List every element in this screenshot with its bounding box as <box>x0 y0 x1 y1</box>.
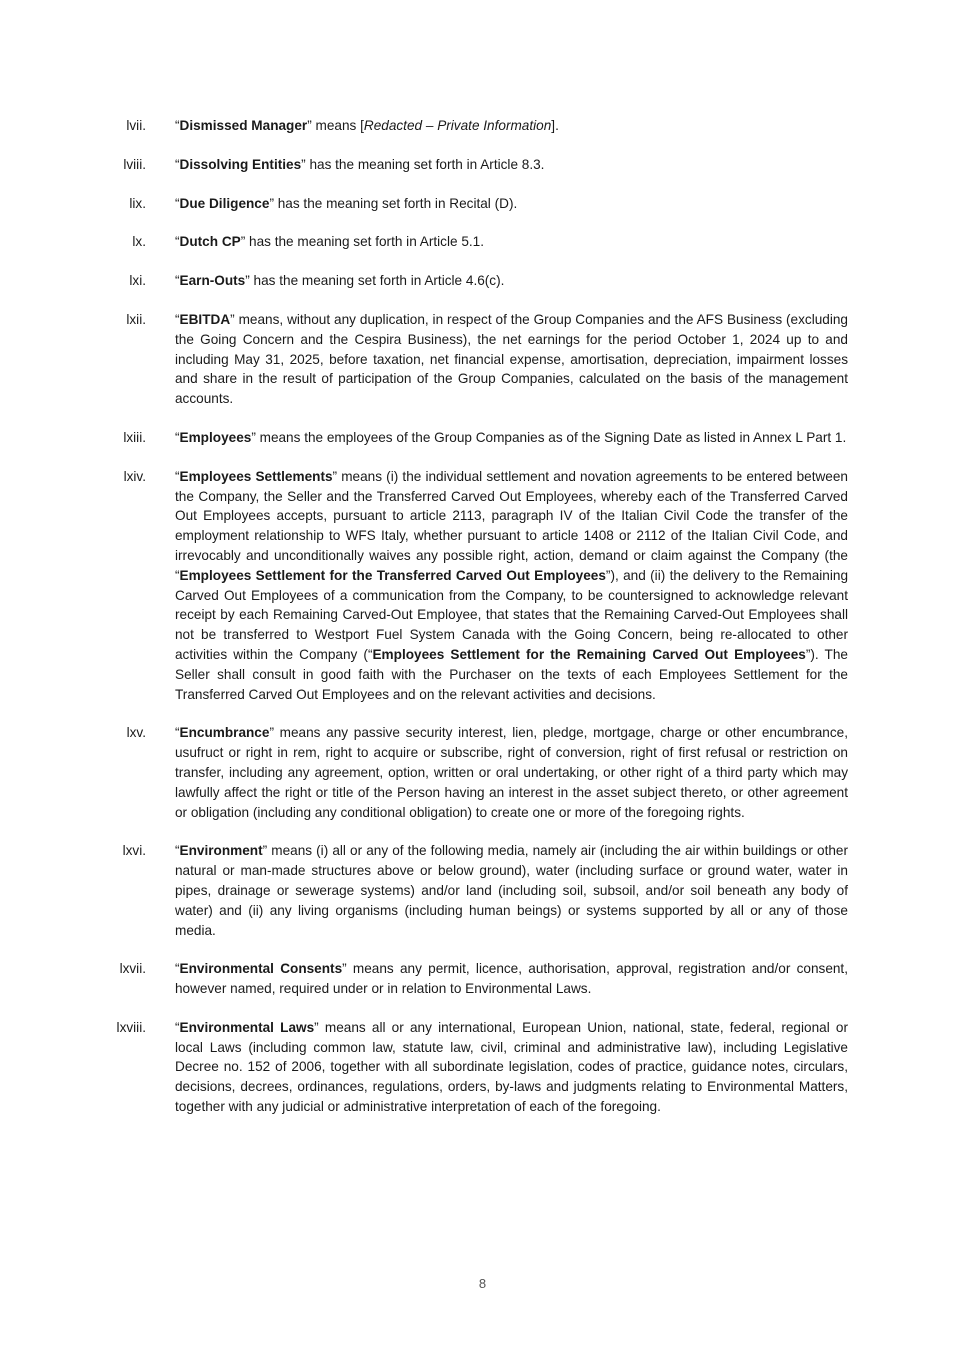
definition-span: “ <box>175 273 180 289</box>
defined-term: Dutch CP <box>179 234 241 250</box>
defined-term: Environment <box>179 843 263 859</box>
definition-item <box>0 959 965 999</box>
definition-text <box>175 723 848 822</box>
page-number: 8 <box>478 1276 487 1291</box>
definition-item <box>0 310 965 409</box>
definition-span: ” means any permit, licence, authorisation, approval, registration and/or consent, however named, required under or in relation to Environmental Laws. <box>175 961 848 997</box>
defined-term: Encumbrance <box>179 725 270 741</box>
definition-text <box>175 959 848 999</box>
definition-item <box>0 116 965 136</box>
definition-span: ” means any passive security interest, lien, pledge, mortgage, charge or other encumbrance, usufruct or right in rem, right to acquire or subscribe, right of conversion, right of first refusal or restriction on transfer, including any agreement, option, written or oral undertaking, or other right of a third party which may lawfully affect the right or title of the Person having an interest in the asset subject thereto, or other agreement or obligation (including any conditional obligation) to create one or more of the foregoing rights. <box>175 725 848 820</box>
definition-number: lxvii. <box>119 961 146 977</box>
definition-text <box>175 232 848 252</box>
definition-span: “ <box>175 429 180 445</box>
definition-item <box>0 467 965 705</box>
definitions-list <box>0 116 965 1136</box>
definition-number: lxi. <box>129 273 146 289</box>
definition-number: lvii. <box>126 118 146 133</box>
italic-text: Redacted – Private Information <box>363 118 552 133</box>
definition-span: ” has the meaning set forth in Article 5.1. <box>240 234 485 250</box>
definition-text <box>175 841 848 940</box>
definition-span: ” means (i) all or any of the following media, namely air (including the air within buildings or other natural or man-made structures above or below ground), water (including surface or ground water, water in pipes, drainage or sewerage systems) and/or land (including soil, subsoil, and/or soil beneath any body of water) and (ii) any living organisms (including human beings) or systems supported by all or any of those media. <box>175 843 848 938</box>
definition-number: lxviii. <box>116 1019 146 1035</box>
defined-term: Environmental Consents <box>179 961 343 977</box>
definition-span: “ <box>175 195 180 211</box>
definition-span: “ <box>175 843 180 859</box>
defined-term: Employees Settlements <box>179 468 333 484</box>
definition-item <box>0 723 965 822</box>
definition-span: “ <box>175 961 180 977</box>
definition-number: lix. <box>129 195 146 211</box>
defined-term: Employees Settlement for the Transferred Carved Out Employees <box>179 567 606 583</box>
definition-text <box>175 428 848 448</box>
definition-span: ”). The Seller shall consult in good faith with the Purchaser on the texts of each Employees Settlement for the Transferred Carved Out Employees and on the relevant activities and decisions. <box>175 646 848 702</box>
definition-item <box>0 428 965 448</box>
definition-text <box>175 116 848 136</box>
definition-span: “ <box>175 725 180 741</box>
definition-text <box>175 310 848 409</box>
definition-span: ” means, without any duplication, in respect of the Group Companies and the AFS Business (excluding the Going Concern and the Cespira Business), the net earnings for the period October 1, 2024 up to and including May 31, 2025, before taxation, net financial expense, amortisation, depreciation, impairment losses and share in the result of participation of the Group Companies, calculated on the basis of the management accounts. <box>175 311 848 407</box>
definition-number: lx. <box>132 234 146 250</box>
definition-text <box>175 271 848 291</box>
defined-term: Environmental Laws <box>179 1019 315 1035</box>
definition-span: ” means (i) the individual settlement and novation agreements to be entered between the Company, the Seller and the Transferred Carved Out Employees, whereby each of the Transferred Carved Out Employees accepts, pursuant to article 2113, paragraph IV of the Italian Civil Code the transfer of the employment relationship to WFS Italy, whether pursuant to article 1408 or 2112 of the Italian Civil Code, and irrevocably and unconditionally waives any possible right, action, demand or claim against the Company (the “ <box>175 468 848 583</box>
definition-span: ” means all or any international, European Union, national, state, federal, regional or local Laws (including common law, statute law, civil, criminal and administrative law), including Legislative Decree no. 152 of 2006, together with all subordinate legislation, codes of practice, guidance notes, circulars, decisions, decrees, ordinances, regulations, orders, by-laws and judgments relating to Environmental Matters, together with any judicial or administrative interpretation of each of the foregoing. <box>175 1019 848 1115</box>
definition-span: “ <box>175 1019 180 1035</box>
definition-span: “ <box>175 311 180 327</box>
definition-number: lxiv. <box>123 468 146 484</box>
defined-term: Employees Settlement for the Remaining Carved Out Employees <box>372 646 806 662</box>
definition-item <box>0 841 965 940</box>
definition-number: lviii. <box>123 156 146 172</box>
definition-span: ” means [ <box>307 118 364 133</box>
definition-span: “ <box>175 118 180 133</box>
definition-item <box>0 271 965 291</box>
defined-term: Employees <box>179 429 252 445</box>
defined-term: Due Diligence <box>179 195 270 211</box>
definition-span: “ <box>175 156 180 172</box>
definition-span: ” means the employees of the Group Companies as of the Signing Date as listed in Annex L Part 1. <box>251 429 847 445</box>
definition-span: ” has the meaning set forth in Article 4.6(c). <box>245 273 505 289</box>
definition-span: ” has the meaning set forth in Recital (D). <box>269 195 518 211</box>
defined-term: Dissolving Entities <box>179 156 302 172</box>
definition-text <box>175 467 848 705</box>
definition-number: lxvi. <box>122 843 146 859</box>
definition-text <box>175 1018 848 1117</box>
definition-span: ” has the meaning set forth in Article 8.3. <box>301 156 545 172</box>
definition-item <box>0 232 965 252</box>
defined-term: EBITDA <box>179 311 231 327</box>
defined-term: Dismissed Manager <box>179 118 308 133</box>
definition-item <box>0 1018 965 1117</box>
definition-span: ]. <box>551 118 559 133</box>
definition-span: “ <box>175 234 180 250</box>
definition-number: lxii. <box>126 311 146 327</box>
definition-item <box>0 194 965 214</box>
definition-text <box>175 194 848 214</box>
definition-text <box>175 155 848 175</box>
definition-number: lxv. <box>126 725 146 741</box>
definition-number: lxiii. <box>123 429 146 445</box>
defined-term: Earn-Outs <box>179 273 246 289</box>
definition-span: “ <box>175 468 180 484</box>
definition-item <box>0 155 965 175</box>
definition-span: ”), and (ii) the delivery to the Remaining Carved Out Employees of a communication from the Company, to be countersigned to acknowledge relevant receipt by each Remaining Carved-Out Employee, that states that the Remaining Carved-Out Employees shall not be transferred to Westport Fuel System Canada with the Going Concern, being re-allocated to other activities within the Company (“ <box>175 567 849 662</box>
